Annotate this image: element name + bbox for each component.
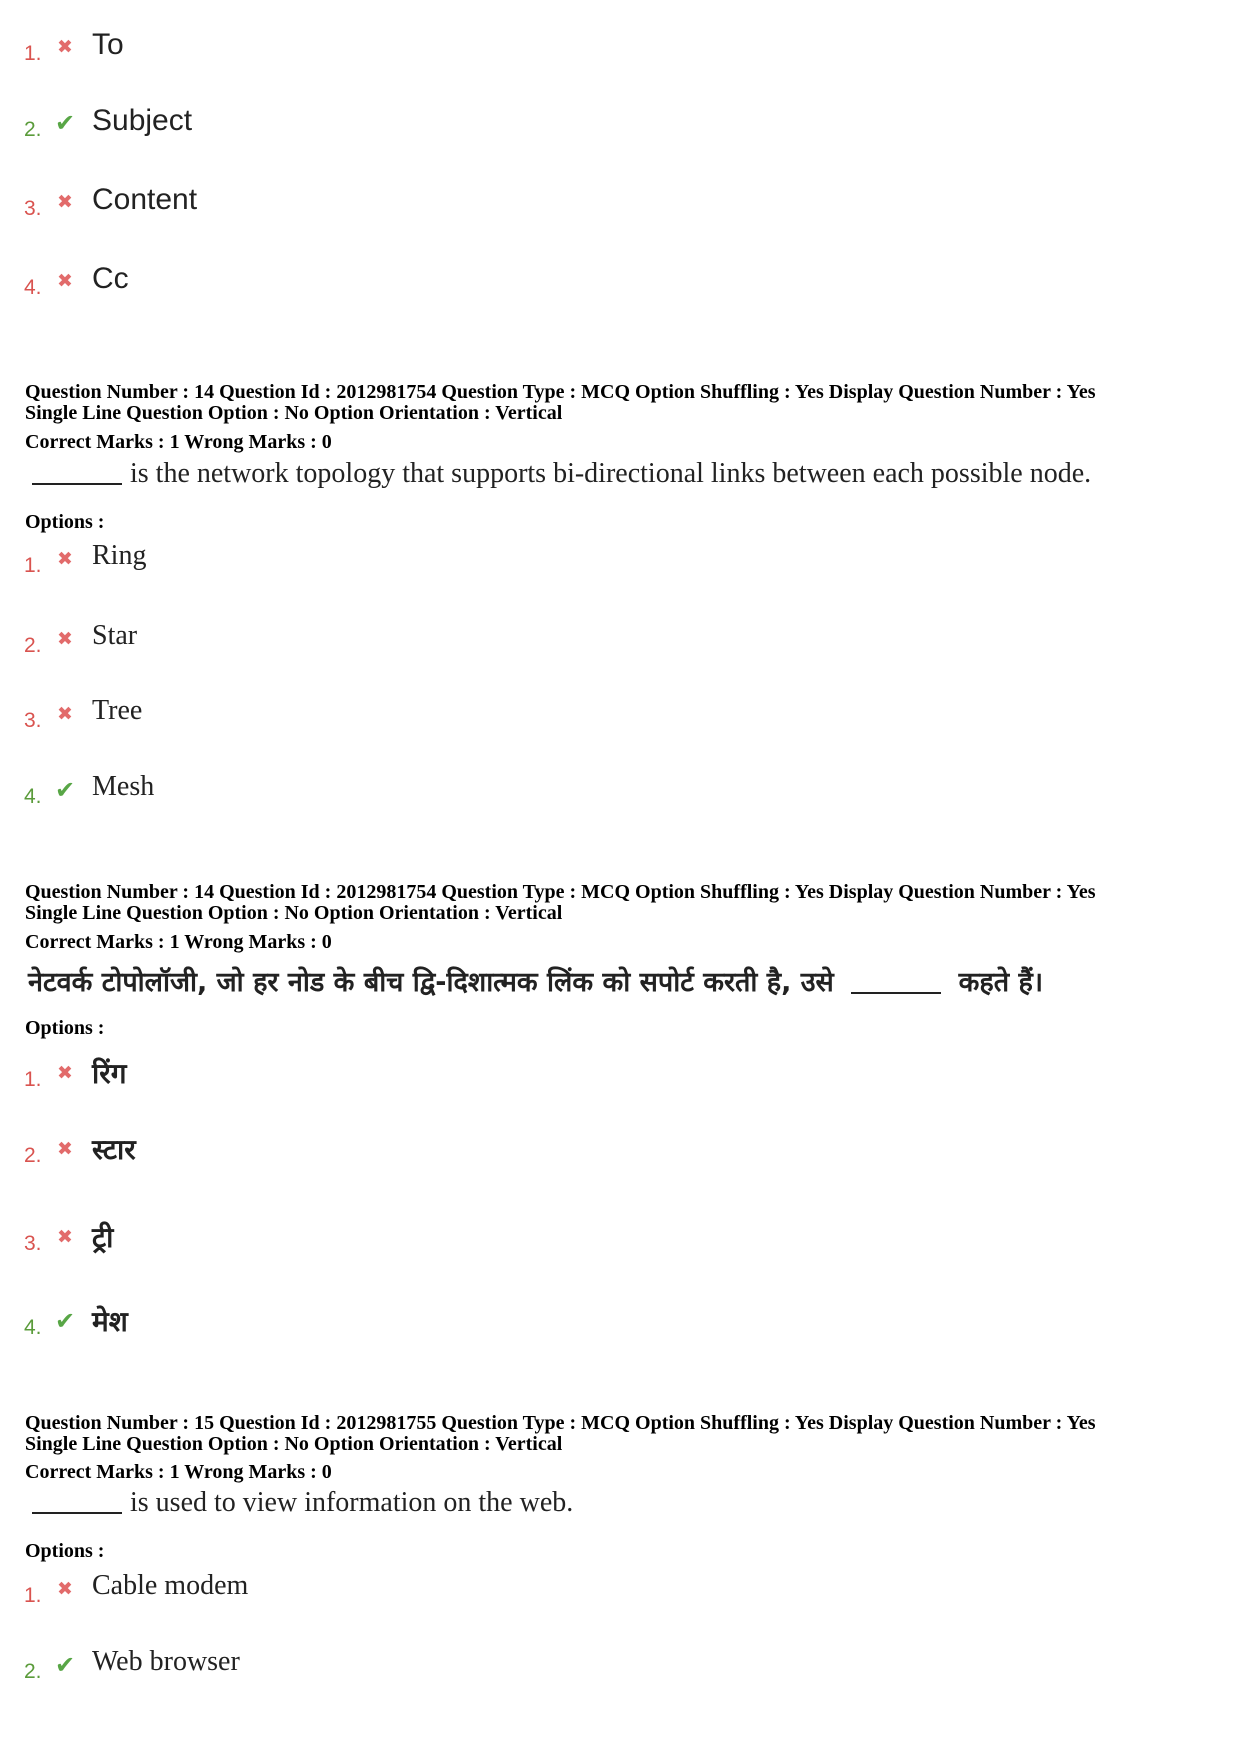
option-number: 4.	[24, 1316, 42, 1339]
option-text: Web browser	[92, 1646, 240, 1677]
option-text: Content	[92, 183, 198, 216]
question-text	[32, 458, 1091, 490]
question-meta-line1: Question Number : 14 Question Id : 2012981754 Question Type : MCQ Option Shuffling : Yes Display Question Number : Yes	[25, 881, 1096, 903]
cross-icon: ✖	[57, 703, 73, 725]
option-number: 3.	[24, 1232, 42, 1255]
option-number: 1.	[24, 1584, 42, 1607]
option-number: 2.	[24, 634, 42, 657]
option-text: Cc	[92, 262, 129, 295]
option-text: Tree	[92, 695, 143, 726]
option-text: Star	[92, 620, 138, 651]
cross-icon: ✖	[57, 628, 73, 650]
question-text	[32, 1487, 573, 1519]
cross-icon: ✖	[57, 1578, 73, 1600]
question-marks: Correct Marks : 1 Wrong Marks : 0	[25, 931, 332, 953]
check-icon: ✔	[54, 776, 76, 804]
question-body: is used to view information on the web.	[130, 1487, 574, 1518]
option-number: 4.	[24, 785, 42, 808]
question-meta	[25, 1413, 1095, 1455]
option-number: 4.	[24, 276, 42, 299]
question-meta	[25, 882, 1095, 924]
cross-icon: ✖	[57, 1138, 73, 1160]
option-number: 3.	[24, 197, 42, 220]
option-text: ट्री	[92, 1221, 114, 1254]
question-body: नेटवर्क टोपोलॉजी, जो हर नोड के बीच द्वि-दिशात्मक लिंक को सपोर्ट करती है, उसे	[28, 967, 834, 998]
question-marks: Correct Marks : 1 Wrong Marks : 0	[25, 431, 332, 453]
check-icon: ✔	[54, 1307, 76, 1335]
options-label: Options :	[25, 511, 105, 533]
question-meta	[25, 382, 1095, 424]
option-text: मेश	[92, 1305, 128, 1338]
option-number: 2.	[24, 1660, 42, 1683]
blank-line	[32, 483, 122, 485]
blank-line	[32, 1512, 122, 1514]
question-meta-line2: Single Line Question Option : No Option Orientation : Vertical	[25, 902, 563, 924]
option-text: Subject	[92, 104, 193, 137]
question-meta-line1: Question Number : 15 Question Id : 2012981755 Question Type : MCQ Option Shuffling : Yes Display Question Number : Yes	[25, 1412, 1096, 1434]
option-text: Cable modem	[92, 1570, 249, 1601]
cross-icon: ✖	[57, 191, 73, 213]
cross-icon: ✖	[57, 36, 73, 58]
cross-icon: ✖	[57, 270, 73, 292]
cross-icon: ✖	[57, 548, 73, 570]
option-number: 1.	[24, 1068, 42, 1091]
option-text: To	[92, 28, 124, 61]
question-meta-line2: Single Line Question Option : No Option Orientation : Vertical	[25, 1433, 563, 1455]
option-number: 3.	[24, 709, 42, 732]
question-meta-line1: Question Number : 14 Question Id : 2012981754 Question Type : MCQ Option Shuffling : Yes Display Question Number : Yes	[25, 381, 1096, 403]
cross-icon: ✖	[57, 1226, 73, 1248]
option-text: स्टार	[92, 1133, 136, 1166]
option-number: 2.	[24, 118, 42, 141]
check-icon: ✔	[54, 109, 76, 137]
option-text: Mesh	[92, 771, 155, 802]
option-number: 1.	[24, 554, 42, 577]
option-text: रिंग	[92, 1057, 127, 1090]
blank-line	[851, 992, 941, 994]
cross-icon: ✖	[57, 1062, 73, 1084]
question-body: is the network topology that supports bi-directional links between each possible node.	[130, 458, 1092, 489]
question-body-end: कहते हैं।	[958, 967, 1044, 998]
question-text	[28, 962, 1043, 999]
option-number: 1.	[24, 42, 42, 65]
options-label: Options :	[25, 1540, 105, 1562]
question-meta-line2: Single Line Question Option : No Option Orientation : Vertical	[25, 402, 563, 424]
question-marks: Correct Marks : 1 Wrong Marks : 0	[25, 1461, 332, 1483]
option-number: 2.	[24, 1144, 42, 1167]
option-text: Ring	[92, 540, 147, 571]
check-icon: ✔	[54, 1651, 76, 1679]
options-label: Options :	[25, 1017, 105, 1039]
